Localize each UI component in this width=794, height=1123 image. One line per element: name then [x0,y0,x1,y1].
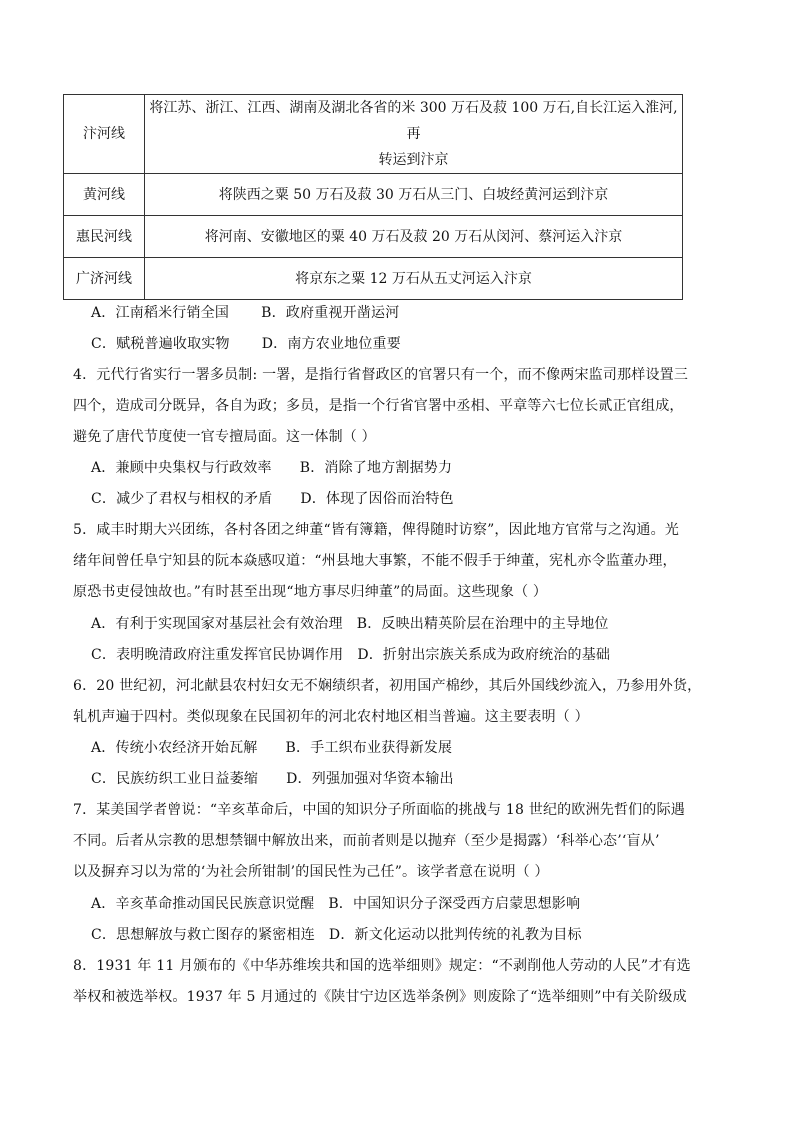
question-6-options-row-2 [91,768,711,788]
question-5-options-row-1 [91,613,711,633]
option-b[interactable]: B．手工织布业获得新发展 [285,740,453,756]
question-4-stem-line: 避免了唐代节度使一官专擅局面。这一体制（ ） [73,429,376,445]
option-c[interactable]: C．表明晚清政府注重发挥官民协调作用 [91,647,344,663]
option-d[interactable]: D．体现了因俗而治特色 [300,491,454,507]
question-6-stem-line: 6．20 世纪初，河北献县农村妇女无不娴绩织者，初用国产棉纱，其后外国线纱流入，乃参用外货， [73,678,702,694]
question-5-options-row-2 [91,644,711,664]
option-a[interactable]: A．辛亥革命推动国民民族意识觉醒 [91,896,315,912]
question-3-options-row-1 [91,302,711,322]
route-name: 汴河线 [64,95,145,174]
route-description: 将陕西之粟 50 万石及菽 30 万石从三门、白坡经黄河运到汴京 [145,174,683,216]
route-description [145,95,683,174]
option-d[interactable]: D．南方农业地位重要 [261,336,401,352]
option-b[interactable]: B．中国知识分子深受西方启蒙思想影响 [328,896,581,912]
question-5-stem-line: 5．咸丰时期大兴团练，各村各团之绅董“皆有簿籍，俾得随时访察”，因此地方官常与之沟通。光 [73,522,680,538]
question-5-stem-line: 原恐书吏侵蚀故也。”有时甚至出现“地方事尽归绅董”的局面。这些现象（ ） [73,584,548,600]
question-4-stem-line: 4．元代行省实行一署多员制: 一署，是指行省督政区的官署只有一个，而不像两宋监司那样设置三 [73,367,689,383]
question-7-stem-line: 以及摒弃习以为常的‘为社会所钳制’的国民性为己任”。该学者意在说明（ ） [73,864,549,880]
question-3-options-row-2 [91,333,711,353]
canal-routes-table [63,94,683,300]
route-name: 惠民河线 [64,216,145,258]
question-7-stem-line: 不同。后者从宗教的思想禁锢中解放出来，而前者则是以抛弃（至少是揭露）‘科举心态’‘盲从’ [73,833,660,849]
question-4-options-row-1 [91,457,711,477]
option-a[interactable]: A．江南稻米行销全国 [91,305,230,321]
question-6-stem-line: 轧机声遍于四村。类似现象在民国初年的河北农村地区相当普遍。这主要表明（ ） [73,709,589,725]
option-c[interactable]: C．赋税普遍收取实物 [91,336,230,352]
option-d[interactable]: D．列强加强对华资本输出 [286,771,454,787]
route-name: 广济河线 [64,258,145,300]
table-row [64,95,683,174]
option-b[interactable]: B．消除了地方割据势力 [299,460,453,476]
route-description-line: 转运到汴京 [378,152,449,168]
route-description: 将京东之粟 12 万石从五丈河运入汴京 [145,258,683,300]
route-description: 将河南、安徽地区的粟 40 万石及菽 20 万石从闵河、蔡河运入汴京 [145,216,683,258]
option-b[interactable]: B．政府重视开凿运河 [261,305,400,321]
option-b[interactable]: B．反映出精英阶层在治理中的主导地位 [356,616,609,632]
table-row [64,174,683,216]
option-d[interactable]: D．折射出宗族关系成为政府统治的基础 [357,647,611,663]
option-c[interactable]: C．民族纺织工业日益萎缩 [91,771,259,787]
option-a[interactable]: A．传统小农经济开始瓦解 [91,740,258,756]
question-4-stem-line: 四个，造成司分既异，各自为政；多员，是指一个行省官署中丞相、平章等六七位长贰正官组成， [73,398,684,414]
table-row [64,216,683,258]
route-description-line: 将江苏、浙江、江西、湖南及湖北各省的米 300 万石及菽 100 万石,自长江运入淮河,再 [149,100,678,142]
table-row [64,258,683,300]
question-4-options-row-2 [91,488,711,508]
question-5-stem-line: 绪年间曾任阜宁知县的阮本焱感叹道：“州县地大事繁，不能不假手于绅董，宪札亦令监董办理， [73,553,677,569]
option-a[interactable]: A．兼顾中央集权与行政效率 [91,460,272,476]
option-d[interactable]: D．新文化运动以批判传统的礼教为目标 [328,927,582,943]
question-7-options-row-1 [91,893,711,913]
question-6-options-row-1 [91,737,711,757]
route-name: 黄河线 [64,174,145,216]
option-c[interactable]: C．减少了君权与相权的矛盾 [91,491,273,507]
question-7-options-row-2 [91,924,711,944]
question-8-stem-line: 举权和被选举权。1937 年 5 月通过的《陕甘宁边区选举条例》则废除了“选举细则”中有关阶级成 [73,989,687,1005]
question-7-stem-line: 7．某美国学者曾说：“辛亥革命后，中国的知识分子所面临的挑战与 18 世纪的欧洲先哲们的际遇 [73,802,685,818]
option-c[interactable]: C．思想解放与救亡图存的紧密相连 [91,927,315,943]
option-a[interactable]: A．有利于实现国家对基层社会有效治理 [91,616,343,632]
question-8-stem-line: 8．1931 年 11 月颁布的《中华苏维埃共和国的选举细则》规定：“不剥削他人劳动的人民”才有选 [73,958,691,974]
